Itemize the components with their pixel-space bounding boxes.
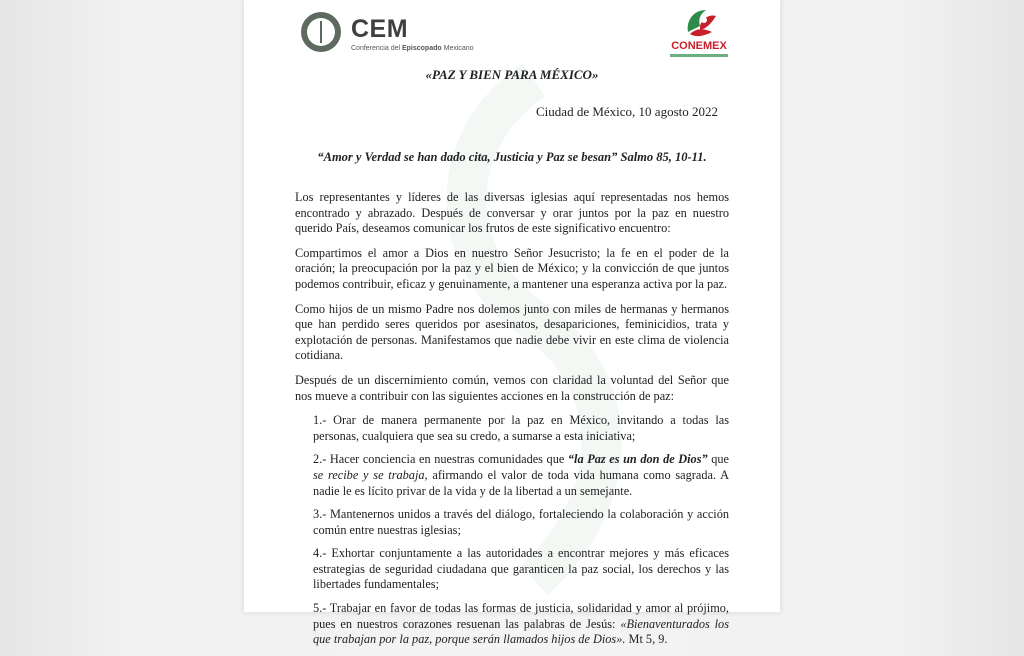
cross-icon (320, 21, 322, 43)
document-date: Ciudad de México, 10 agosto 2022 (536, 104, 718, 119)
dove-icon (682, 6, 718, 40)
paragraph-1: Los representantes y líderes de las diversas iglesias aquí representadas nos hemos encontrado y abrazado. Después de conversar y orar juntos por la paz en nuestro querido País, deseamos comunicar los frutos de este significativo encuentro: (295, 190, 729, 236)
cem-subtitle: Conferencia del Episcopado Mexicano (351, 45, 474, 52)
document-body (295, 190, 729, 656)
list-item-5: 5.- Trabajar en favor de todas las formas de justicia, solidaridad y amor al prójimo, pues en nuestros corazones resuenan las palabras de Jesús: «Bienaventurados los que trabajan por la paz, porque serán llamados hijos de Dios». Mt 5, 9. (313, 601, 729, 647)
list-item-3: 3.- Mantenernos unidos a través del diálogo, fortaleciendo la colaboración y acción común entre nuestras iglesias; (313, 507, 729, 537)
scripture-quote: “Amor y Verdad se han dado cita, Justicia y Paz se besan” Salmo 85, 10-11. (317, 150, 707, 164)
list-item-4: 4.- Exhortar conjuntamente a las autoridades a encontrar mejores y más eficaces estrategias de seguridad ciudadana que garanticen la paz social, los derechos y las libertades fundamentales; (313, 546, 729, 592)
document-page (244, 0, 780, 647)
paragraph-3: Como hijos de un mismo Padre nos dolemos junto con miles de hermanas y hermanos que han perdido seres queridos por asesinatos, desapariciones, feminicidios, trata y explotación de personas. Manifestamos que nadie debe vivir en este clima de violencia cotidiana. (295, 301, 729, 363)
paragraph-2: Compartimos el amor a Dios en nuestro Señor Jesucristo; la fe en el poder de la oración; la preocupación por la paz y el bien de México; y la convicción de que juntos podemos contribuir, eficaz y genuinamente, a mantener una esperanza activa por la paz. (295, 245, 729, 291)
document-title: «PAZ Y BIEN PARA MÉXICO» (425, 67, 599, 82)
conemex-name: CONEMEX (671, 40, 727, 52)
conemex-logo (664, 6, 734, 62)
list-item-2: 2.- Hacer conciencia en nuestras comunidades que “la Paz es un don de Dios” que se recibe y se trabaja, afirmando el valor de toda vida humana como sagrada. A nadie le es lícito privar de la vida y de la libertad a un semejante. (313, 452, 729, 498)
cem-name: CEM (351, 15, 409, 43)
cem-logo (301, 12, 491, 58)
conemex-tagline (670, 54, 728, 57)
paragraph-4: Después de un discernimiento común, vemos con claridad la voluntad del Señor que nos mueve a contribuir con las siguientes acciones en la construcción de paz: (295, 372, 729, 403)
list-item-1: 1.- Orar de manera permanente por la paz en México, invitando a todas las personas, cualquiera que sea su credo, a sumarse a esta iniciativa; (313, 413, 729, 443)
